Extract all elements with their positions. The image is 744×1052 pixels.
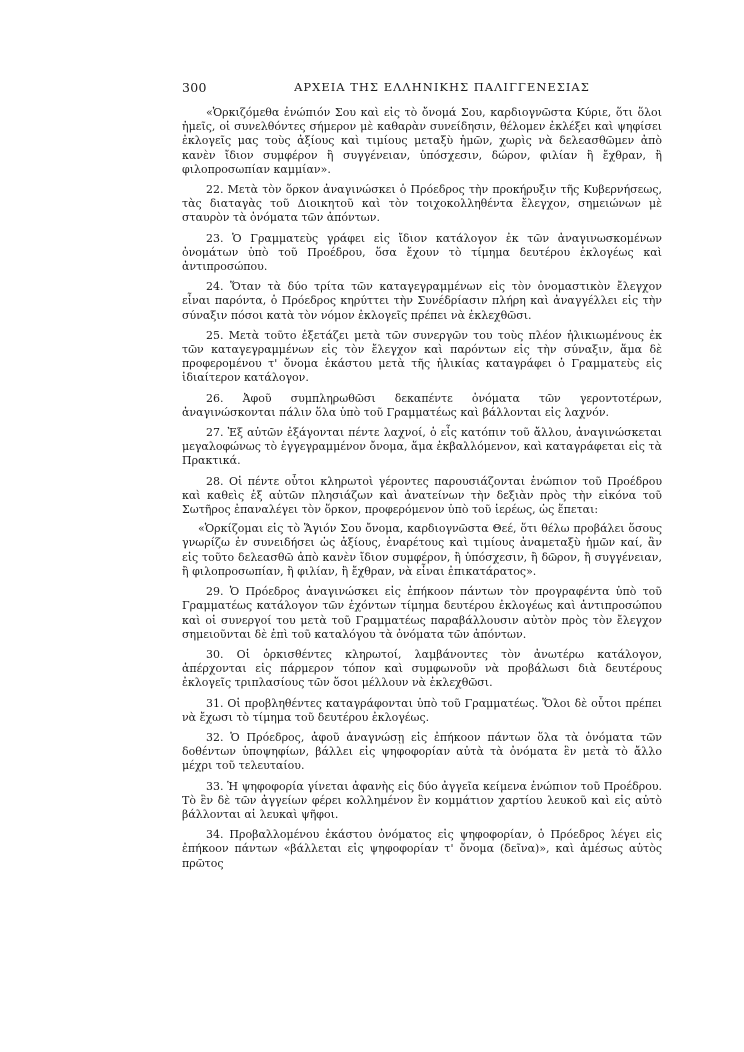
paragraph-23: 23. Ὁ Γραμματεὺς γράφει εἰς ἴδιον κατάλογον ἐκ τῶν ἀναγινωσκομένων ὀνομάτων ὑπὸ τοῦ Προέδρου, ὅσα ἔχουν τὸ τίμημα δευτέρου ἐκλογέως καὶ ἀντιπροσώπου.	[182, 231, 662, 274]
running-head	[182, 80, 662, 100]
paragraph-31: 31. Οἱ προβληθέντες καταγράφονται ὑπὸ τοῦ Γραμματέως. Ὅλοι δὲ οὗτοι πρέπει νὰ ἔχωσι τὸ τίμημα τοῦ δευτέρου ἐκλογέως.	[182, 696, 662, 724]
paragraph-26: 26. Ἀφοῦ συμπληρωθῶσι δεκαπέντε ὀνόματα τῶν γεροντοτέρων, ἀναγινώσκονται πάλιν ὅλα ὑπὸ τοῦ Γραμματέως καὶ βάλλονται εἰς λαχνόν.	[182, 391, 662, 419]
paragraph-30: 30. Οἱ ὁρκισθέντες κληρωτοί, λαμβάνοντες τὸν ἀνωτέρω κατάλογον, ἀπέρχονται εἰς πάρμερον τόπον καὶ συμφωνοῦν νὰ προβάλωσι διὰ δευτέρους ἐκλογεῖς τριπλασίους τῶν ὅσοι μέλλουν νὰ ἐκλεχθῶσι.	[182, 647, 662, 690]
paragraph-29: 29. Ὁ Πρόεδρος ἀναγινώσκει εἰς ἐπήκοον πάντων τὸν προγραφέντα ὑπὸ τοῦ Γραμματέως κατάλογον τῶν ἐχόντων τίμημα δευτέρου ἐκλογέως καὶ ἀντιπροσώπου καὶ οἱ συνεργοί του μετὰ τοῦ Γραμματέως παραβάλλουσιν αὐτὸν πρὸς τὸν ἔλεγχον σημειοῦνται δὲ ἐπὶ τοῦ καταλόγου τὰ ὀνόματα τῶν ἀπόντων.	[182, 585, 662, 641]
paragraph-oath-electors: «Ὁρκιζόμεθα ἐνώπιόν Σου καὶ εἰς τὸ ὄνομά Σου, καρδιογνῶστα Κύριε, ὅτι ὅλοι ἡμεῖς, οἱ συνελθόντες σήμερον μὲ καθαρὰν συνείδησιν, θέλομεν ἐκλέξει καὶ ψηφίσει ἐκλογεῖς μας τοὺς ἀξίους καὶ τιμίους μεταξὺ ἡμῶν, χωρὶς νὰ δελεασθῶμεν ἀπὸ κανὲν ἴδιον συμφέρον ἢ συγγένειαν, ὑπόσχεσιν, δώρον, φιλίαν ἢ ἔχθραν, ἢ φιλοπροσωπίαν καμμίαν».	[182, 106, 662, 176]
paragraph-22: 22. Μετὰ τὸν ὅρκον ἀναγινώσκει ὁ Πρόεδρος τὴν προκήρυξιν τῆς Κυβερνήσεως, τὰς διαταγὰς τοῦ Διοικητοῦ καὶ τὸν τοιχοκολληθέντα ἔλεγχον, σημειώνων μὲ σταυρὸν τὰ ὀνόματα τῶν ἀπόντων.	[182, 183, 662, 225]
paragraph-24: 24. Ὅταν τὰ δύο τρίτα τῶν καταγεγραμμένων εἰς τὸν ὀνομαστικὸν ἔλεγχον εἶναι παρόντα, ὁ Πρόεδρος κηρύττει τὴν Συνέδρίασιν πλήρη καὶ ἀναγγέλλει εἰς τὴν σύναξιν πόσοι κατὰ τὸν νόμον ἐκλογεῖς πρέπει νὰ ἐκλεχθῶσι.	[182, 280, 662, 322]
paragraph-27: 27. Ἐξ αὐτῶν ἐξάγονται πέντε λαχνοί, ὁ εἷς κατόπιν τοῦ ἄλλου, ἀναγινώσκεται μεγαλοφώνως τὸ ἐγγεγραμμένον ὄνομα, ἅμα ἐκβαλλόμενον, καὶ καταγράφεται εἰς τὰ Πρακτικά.	[182, 426, 662, 468]
paragraph-32: 32. Ὁ Πρόεδρος, ἀφοῦ ἀναγνώσῃ εἰς ἐπήκοον πάντων ὅλα τὰ ὀνόματα τῶν δοθέντων ὑποψηφίων, βάλλει εἰς ψηφοφορίαν αὐτὰ τὰ ὀνόματα ἓν μετὰ τὸ ἄλλο μέχρι τοῦ τελευταίου.	[182, 730, 662, 773]
text-body	[182, 106, 662, 877]
paragraph-25: 25. Μετὰ τοῦτο ἐξετάζει μετὰ τῶν συνεργῶν του τοὺς πλέον ἡλικιωμένους ἐκ τῶν καταγεγραμμένων εἰς τὸν ἔλεγχον καὶ παρόντων εἰς τὴν σύναξιν, ἅμα δὲ προφερομένου τ' ὄνομα ἑκάστου μετὰ τῆς ἡλικίας καταγράφει ὁ Γραμματεὺς εἰς ἰδιαίτερον κατάλογον.	[182, 328, 662, 385]
page-number: 300	[182, 80, 207, 95]
paragraph-34: 34. Προβαλλομένου ἑκάστου ὀνόματος εἰς ψηφοφορίαν, ὁ Πρόεδρος λέγει εἰς ἐπήκοον πάντων «βάλλεται εἰς ψηφοφορίαν τ' ὄνομα (δεῖνα)», καὶ ἀμέσως αὐτὸς πρῶτος	[182, 828, 662, 870]
paragraph-33: 33. Ἡ ψηφοφορία γίνεται ἀφανὴς εἰς δύο ἀγγεῖα κείμενα ἐνώπιον τοῦ Προέδρου. Τὸ ἓν δὲ τῶν ἀγγείων φέρει κολλημένον ἓν κομμάτιον χαρτίου λευκοῦ καὶ εἰς αὐτὸ βάλλονται αἱ λευκαὶ ψῆφοι.	[182, 779, 662, 821]
running-title: ΑΡΧΕΙΑ ΤΗΣ ΕΛΛΗΝΙΚΗΣ ΠΑΛΙΓΓΕΝΕΣΙΑΣ	[294, 80, 590, 94]
paragraph-28: 28. Οἱ πέντε οὗτοι κληρωτοὶ γέροντες παρουσιάζονται ἐνώπιον τοῦ Προέδρου καὶ καθεὶς ἐξ αὐτῶν πλησιάζων καὶ ἀνατείνων τὴν δεξιὰν πρὸς τὴν εἰκόνα τοῦ Σωτῆρος ἐπαναλέγει τὸν ὅρκον, προφερόμενον ὑπὸ τοῦ ἱερέως, ὡς ἕπεται:	[182, 474, 662, 517]
paragraph-oath-elders: «Ὁρκίζομαι εἰς τὸ Ἅγιόν Σου ὄνομα, καρδιογνῶστα Θεέ, ὅτι θέλω προβάλει ὅσους γνωρίζω ἐν συνειδήσει ὡς ἀξίους, ἐναρέτους καὶ τιμίους ἀναμεταξὺ ἡμῶν καί, ἂν εἰς τοῦτο δελεασθῶ ἀπὸ κανὲν ἴδιον συμφέρον, ἢ ὑπόσχεσιν, ἢ δῶρον, ἢ συγγένειαν, ἢ φιλοπροσωπίαν, ἢ φιλίαν, ἢ ἔχθραν, νὰ εἶναι ἐπικατάρατος».	[182, 522, 662, 578]
